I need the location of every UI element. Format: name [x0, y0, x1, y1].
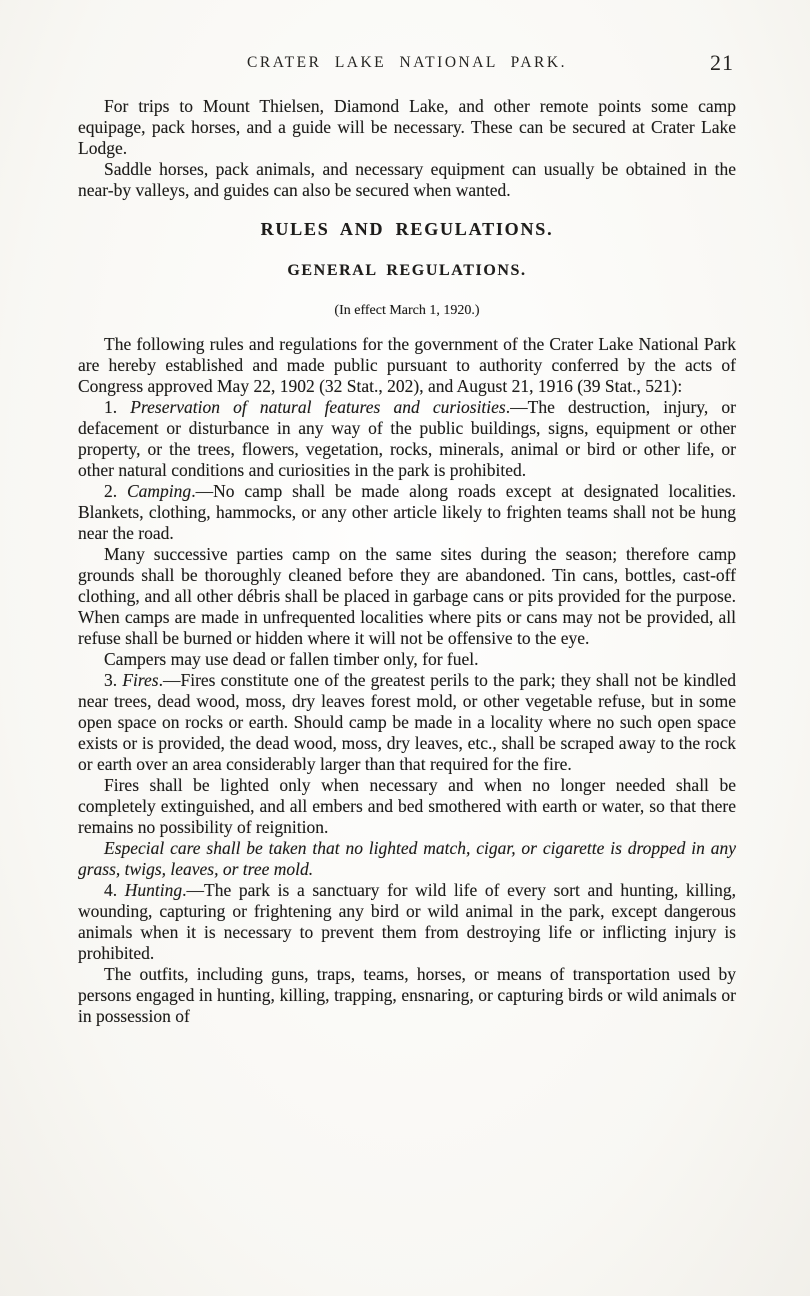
page-title: CRATER LAKE NATIONAL PARK.: [247, 54, 567, 71]
text-run: .—The destruction, injury, or defacement or disturbance in any way of the public buildings, signs, equipment or other property, or the trees, flowers, vegetation, rocks, minerals, animal or bird or other life, or other natural conditions and curiosities in the park is prohibited.: [78, 397, 736, 480]
text-run: The following rules and regulations for the government of the Crater Lake National Park are hereby established and made public pursuant to authority conferred by the acts of Congress approved May 22, 1902 (32 Stat., 202), and August 21, 1916 (39 Stat., 521):: [78, 334, 736, 396]
para-camp-grounds-cleaning: [78, 544, 736, 649]
para-especial-care: [78, 838, 736, 880]
text-run: .—The park is a sanctuary for wild life of every sort and hunting, killing, wounding, capturing or frightening any bird or wild animal in the park, except dangerous animals when it is necessary to prevent them from destroying life or inflicting injury is prohibited.: [78, 880, 736, 963]
para-campers-fuel: [78, 649, 736, 670]
para-trips-mount-thielsen: [78, 96, 736, 159]
text-run: GENERAL REGULATIONS.: [287, 262, 527, 279]
text-run: 1.: [104, 397, 131, 417]
rule-3-fires: [78, 670, 736, 775]
para-outfits: [78, 964, 736, 1027]
text-run: 3.: [104, 670, 123, 690]
running-head: [78, 50, 736, 76]
text-run: Many successive parties camp on the same sites during the season; therefore camp grounds shall be thoroughly cleaned before they are abandoned. Tin cans, bottles, cast-off clothing, and all other débris shall be placed in garbage cans or pits provided for the purpose. When camps are made in unfrequented localities where pits or cans may not be provided, all refuse shall be burned or hidden where it will not be offensive to the eye.: [78, 544, 736, 648]
rule-4-hunting: [78, 880, 736, 964]
text-run: 4.: [104, 880, 125, 900]
page-number: 21: [710, 50, 734, 75]
text-run: Campers may use dead or fallen timber only, for fuel.: [104, 649, 479, 669]
note-effective-date: [78, 302, 736, 319]
heading-general-regulations: [78, 261, 736, 281]
text-run: .—No camp shall be made along roads except at designated localities. Blankets, clothing, hammocks, or any other article likely to frighten teams shall not be hung near the road.: [78, 481, 736, 543]
rule-1-preservation: [78, 397, 736, 481]
rule-2-camping: [78, 481, 736, 544]
text-run: Preservation of natural features and curiosities: [130, 397, 506, 417]
text-run: Saddle horses, pack animals, and necessary equipment can usually be obtained in the near-by valleys, and guides can also be secured when wanted.: [78, 159, 736, 200]
para-fires-extinguished: [78, 775, 736, 838]
document-body: [78, 96, 736, 1027]
para-saddle-horses: [78, 159, 736, 201]
text-run: Fires: [122, 670, 159, 690]
text-run: RULES AND REGULATIONS.: [260, 219, 554, 239]
heading-rules-and-regulations: [78, 218, 736, 240]
para-preamble: [78, 334, 736, 397]
text-run: Fires shall be lighted only when necessary and when no longer needed shall be completely extinguished, and all embers and bed smothered with earth or water, so that there remains no possibility of reignition.: [78, 775, 736, 837]
text-run: For trips to Mount Thielsen, Diamond Lake, and other remote points some camp equipage, pack horses, and a guide will be necessary. These can be secured at Crater Lake Lodge.: [78, 96, 736, 158]
text-run: Camping: [127, 481, 192, 501]
text-run: 2.: [104, 481, 127, 501]
text-run: The outfits, including guns, traps, teams, horses, or means of transportation used by persons engaged in hunting, killing, trapping, ensnaring, or capturing birds or wild animals or in possession of: [78, 964, 736, 1026]
text-run: (In effect March 1, 1920.): [334, 303, 480, 318]
text-run: Especial care shall be taken that no lighted match, cigar, or cigarette is dropped in any grass, twigs, leaves, or tree mold.: [78, 838, 736, 879]
text-run: Hunting: [124, 880, 183, 900]
text-run: .—Fires constitute one of the greatest perils to the park; they shall not be kindled near trees, dead wood, moss, dry leaves forest mold, or other vegetable refuse, but in some open space on rocks or earth. Should camp be made in a locality where no such open space exists or is provided, the dead wood, moss, dry leaves, etc., shall be scraped away to the rock or earth over an area considerably larger than that required for the fire.: [78, 670, 737, 774]
